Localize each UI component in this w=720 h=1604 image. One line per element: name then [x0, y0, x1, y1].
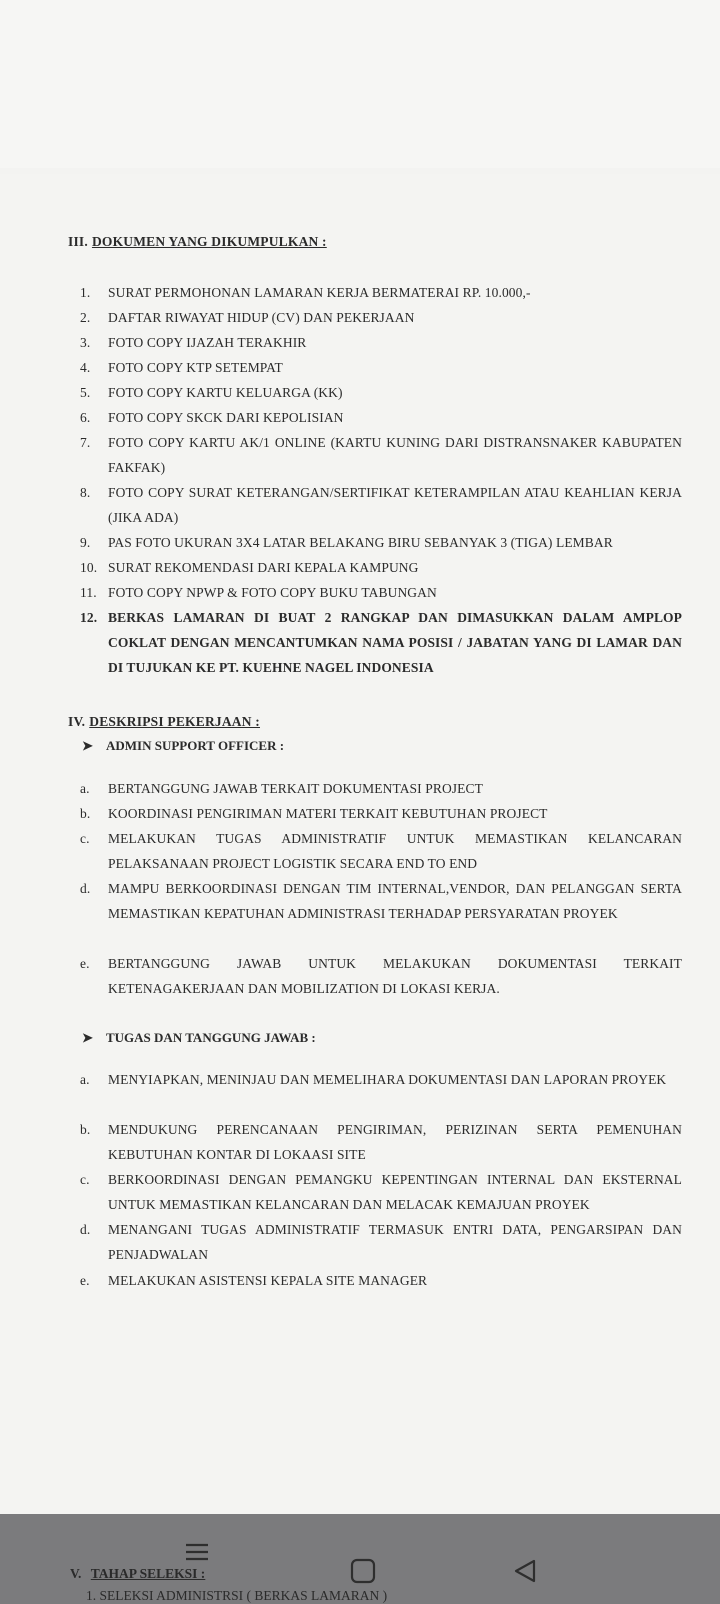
- list-marker: c.: [80, 1172, 90, 1187]
- list-item: [80, 305, 682, 330]
- subheading-text: TUGAS DAN TANGGUNG JAWAB :: [106, 1030, 316, 1045]
- list-item: [80, 280, 682, 305]
- list-text: MENANGANI TUGAS ADMINISTRATIF TERMASUK ENTRI DATA, PENGARSIPAN DAN PENJADWALAN: [108, 1222, 682, 1262]
- list-marker: 9.: [80, 535, 91, 550]
- list-marker: d.: [80, 881, 91, 896]
- list-marker: e.: [80, 956, 90, 971]
- list-marker: c.: [80, 831, 90, 846]
- list-text: BERKOORDINASI DENGAN PEMANGKU KEPENTINGAN INTERNAL DAN EKSTERNAL UNTUK MEMASTIKAN KELANCARAN DAN MELACAK KEMAJUAN PROYEK: [108, 1172, 682, 1212]
- list-marker: 12.: [80, 610, 98, 625]
- list-text: BERTANGGUNG JAWAB TERKAIT DOKUMENTASI PROJECT: [108, 781, 483, 796]
- list-item: [80, 826, 682, 876]
- subheading-text: ADMIN SUPPORT OFFICER :: [106, 738, 285, 753]
- section-5-first-item: 1. SELEKSI ADMINISTRSI ( BERKAS LAMARAN ): [86, 1588, 388, 1603]
- section-5-heading: TAHAP SELEKSI :: [90, 1566, 206, 1581]
- section-4-title: [68, 714, 260, 730]
- subheading-admin-support: [82, 738, 284, 754]
- list-item: [80, 1268, 682, 1293]
- list-marker: a.: [80, 781, 90, 796]
- list-text: DAFTAR RIWAYAT HIDUP (CV) DAN PEKERJAAN: [108, 310, 415, 325]
- list-marker: 7.: [80, 435, 91, 450]
- list-item: [80, 1117, 682, 1167]
- list-text: SURAT PERMOHONAN LAMARAN KERJA BERMATERAI RP. 10.000,-: [108, 285, 531, 300]
- arrow-bullet-icon: ➤: [82, 738, 93, 753]
- list-text: FOTO COPY SKCK DARI KEPOLISIAN: [108, 410, 344, 425]
- list-item: [80, 330, 682, 355]
- section-3-number: III.: [68, 234, 88, 249]
- list-text: FOTO COPY KARTU KELUARGA (KK): [108, 385, 343, 400]
- list-text: MAMPU BERKOORDINASI DENGAN TIM INTERNAL,VENDOR, DAN PELANGGAN SERTA MEMASTIKAN KEPATUHAN ADMINISTRASI TERHADAP PERSYARATAN PROYEK: [108, 881, 682, 921]
- list-text: MENDUKUNG PERENCANAAN PENGIRIMAN, PERIZINAN SERTA PEMENUHAN KEBUTUHAN KONTAR DI LOKAASI SITE: [108, 1122, 682, 1162]
- list-marker: 6.: [80, 410, 91, 425]
- list-item: [80, 480, 682, 530]
- list-text: KOORDINASI PENGIRIMAN MATERI TERKAIT KEBUTUHAN PROJECT: [108, 806, 548, 821]
- list-text: BERKAS LAMARAN DI BUAT 2 RANGKAP DAN DIMASUKKAN DALAM AMPLOP COKLAT DENGAN MENCANTUMKAN NAMA POSISI / JABATAN YANG DI LAMAR DAN DI TUJUKAN KE PT. KUEHNE NAGEL INDONESIA: [108, 610, 682, 675]
- list-item: [80, 555, 682, 580]
- list-text: MENYIAPKAN, MENINJAU DAN MEMELIHARA DOKUMENTASI DAN LAPORAN PROYEK: [108, 1072, 667, 1087]
- system-navigation-bar: [0, 1514, 720, 1604]
- subheading-tugas: [82, 1030, 316, 1046]
- list-text: MELAKUKAN TUGAS ADMINISTRATIF UNTUK MEMASTIKAN KELANCARAN PELAKSANAAN PROJECT LOGISTIK SECARA END TO END: [108, 831, 682, 871]
- list-item: [80, 776, 682, 801]
- list-item: [80, 380, 682, 405]
- list-marker: 5.: [80, 385, 91, 400]
- list-item: [80, 580, 682, 605]
- list-text: SURAT REKOMENDASI DARI KEPALA KAMPUNG: [108, 560, 419, 575]
- list-item: [80, 1067, 682, 1092]
- list-marker: a.: [80, 1072, 90, 1087]
- list-marker: 10.: [80, 560, 98, 575]
- list-item: [80, 876, 682, 926]
- list-text: FOTO COPY KARTU AK/1 ONLINE (KARTU KUNING DARI DISTRANSNAKER KABUPATEN FAKFAK): [108, 435, 682, 475]
- list-marker: 1.: [80, 285, 91, 300]
- list-text: FOTO COPY NPWP & FOTO COPY BUKU TABUNGAN: [108, 585, 437, 600]
- list-marker: b.: [80, 806, 91, 821]
- list-item: [80, 951, 682, 1001]
- list-item: [80, 1217, 682, 1267]
- list-marker: 4.: [80, 360, 91, 375]
- section-4-number: IV.: [68, 714, 86, 729]
- section-5-number: V.: [70, 1566, 82, 1581]
- list-text: FOTO COPY IJAZAH TERAKHIR: [108, 335, 307, 350]
- menu-lines-icon[interactable]: [184, 1542, 210, 1562]
- list-item: [80, 801, 682, 826]
- list-item: [80, 405, 682, 430]
- list-text: FOTO COPY SURAT KETERANGAN/SERTIFIKAT KETERAMPILAN ATAU KEAHLIAN KERJA (JIKA ADA): [108, 485, 682, 525]
- list-marker: e.: [80, 1273, 90, 1288]
- section-3-heading: DOKUMEN YANG DIKUMPULKAN :: [91, 234, 327, 249]
- square-home-icon[interactable]: [350, 1558, 376, 1584]
- section-3-title: [68, 234, 327, 250]
- section-4-heading: DESKRIPSI PEKERJAAN :: [89, 714, 260, 729]
- list-marker: 8.: [80, 485, 91, 500]
- list-marker: d.: [80, 1222, 91, 1237]
- list-item: [80, 1167, 682, 1217]
- list-marker: 2.: [80, 310, 91, 325]
- list-text: FOTO COPY KTP SETEMPAT: [108, 360, 283, 375]
- list-marker: b.: [80, 1122, 91, 1137]
- list-marker: 3.: [80, 335, 91, 350]
- list-marker: 11.: [80, 585, 97, 600]
- list-text: MELAKUKAN ASISTENSI KEPALA SITE MANAGER: [108, 1273, 428, 1288]
- list-text: PAS FOTO UKURAN 3X4 LATAR BELAKANG BIRU SEBANYAK 3 (TIGA) LEMBAR: [108, 535, 613, 550]
- top-blank-area: [0, 0, 720, 168]
- section-5-title: [70, 1566, 205, 1582]
- triangle-back-icon[interactable]: [512, 1558, 538, 1584]
- list-text: BERTANGGUNG JAWAB UNTUK MELAKUKAN DOKUMENTASI TERKAIT KETENAGAKERJAAN DAN MOBILIZATION DI LOKASI KERJA.: [108, 956, 682, 996]
- list-item: [80, 430, 682, 480]
- list-item: [80, 530, 682, 555]
- list-item: [80, 355, 682, 380]
- arrow-bullet-icon: ➤: [82, 1030, 93, 1045]
- list-item: [80, 605, 682, 680]
